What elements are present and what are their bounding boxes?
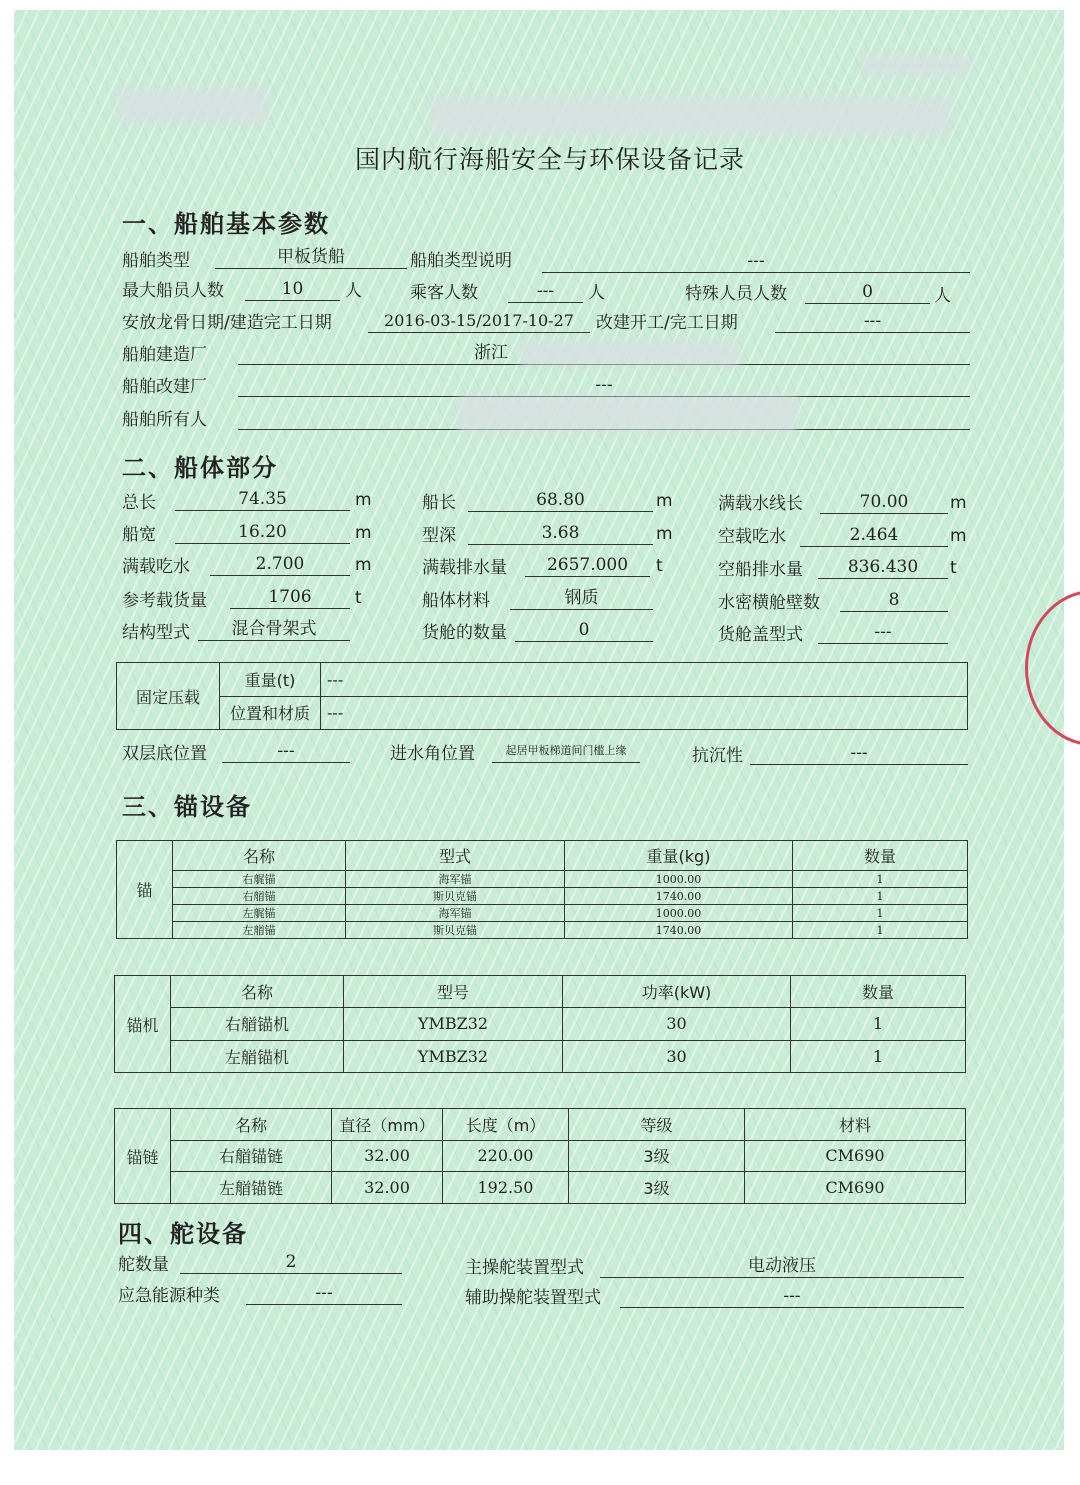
chain-header-grade: 等级: [569, 1109, 745, 1141]
section-4-title: 四、舵设备: [118, 1220, 248, 1248]
crew-unit: 人: [345, 281, 362, 301]
breadth-label: 船宽: [122, 525, 156, 545]
redacted-corner: [860, 55, 970, 77]
table-row-cell: 1: [793, 871, 968, 888]
table-row-cell: 左艏锚: [173, 922, 346, 939]
lbp-label: 船长: [422, 493, 456, 513]
emergency-label: 应急能源种类: [118, 1286, 220, 1306]
breadth-unit: m: [355, 523, 372, 543]
windlass-header-name: 名称: [171, 976, 344, 1008]
redacted-owner: [458, 396, 798, 432]
table-row-cell: 1740.00: [565, 888, 793, 905]
refitter-value: ---: [238, 374, 970, 397]
windlass-header-count: 数量: [791, 976, 966, 1008]
table-row-cell: CM690: [745, 1140, 966, 1172]
redacted-header-right: [430, 96, 950, 136]
chain-header-material: 材料: [745, 1109, 966, 1141]
cargo-unit: t: [355, 588, 362, 608]
redacted-header-left: [118, 88, 268, 124]
light-draft-value: 2.464: [800, 524, 948, 547]
chain-table: [114, 1108, 966, 1204]
section-3-title: 三、锚设备: [122, 793, 252, 821]
crew-value: 10: [245, 278, 340, 301]
full-disp-value: 2657.000: [525, 554, 650, 577]
anchor-group-label: 锚: [117, 841, 173, 939]
depth-value: 3.68: [468, 522, 653, 545]
table-row-cell: YMBZ32: [344, 1008, 563, 1040]
full-draft-label: 满载吃水: [122, 557, 190, 577]
builder-text: 浙江: [474, 343, 508, 363]
struct-label: 结构型式: [122, 623, 190, 643]
cargo-value: 1706: [230, 586, 350, 609]
lbp-value: 68.80: [468, 489, 653, 512]
table-row-cell: 右艏锚: [173, 888, 346, 905]
windlass-group-label: 锚机: [115, 976, 171, 1073]
ballast-weight-label: 重量(t): [220, 663, 321, 697]
refit-label: 改建开工/完工日期: [596, 313, 738, 333]
loa-value: 74.35: [175, 488, 350, 511]
ship-type-value: 甲板货船: [215, 246, 407, 269]
struct-value: 混合骨架式: [198, 618, 350, 641]
aux-steer-label: 辅助操舵装置型式: [465, 1288, 601, 1308]
table-row-cell: CM690: [745, 1172, 966, 1204]
ballast-group-label: 固定压载: [117, 663, 220, 730]
table-row-cell: 192.50: [443, 1172, 569, 1204]
light-disp-label: 空船排水量: [718, 560, 803, 580]
loa-label: 总长: [122, 493, 156, 513]
emergency-value: ---: [246, 1282, 402, 1305]
hull-mat-label: 船体材料: [422, 591, 490, 611]
main-steer-value: 电动液压: [600, 1255, 964, 1278]
lwl-unit: m: [950, 493, 967, 513]
ballast-pos-label: 位置和材质: [220, 696, 321, 730]
owner-label: 船舶所有人: [122, 410, 207, 430]
table-row-cell: 左艏锚机: [171, 1040, 344, 1072]
refit-value: ---: [775, 310, 970, 333]
table-row-cell: 1: [791, 1040, 966, 1072]
redacted-builder: [520, 340, 740, 366]
light-draft-unit: m: [950, 526, 967, 546]
table-row-cell: 左艏锚链: [171, 1172, 332, 1204]
table-row-cell: 左艉锚: [173, 905, 346, 922]
dates-value: 2016-03-15/2017-10-27: [368, 310, 590, 333]
double-bottom-value: ---: [222, 740, 350, 763]
anchor-header-weight: 重量(kg): [565, 841, 793, 871]
double-bottom-label: 双层底位置: [122, 744, 207, 764]
ballast-pos-value: ---: [321, 696, 968, 730]
passenger-label: 乘客人数: [410, 283, 478, 303]
builder-label: 船舶建造厂: [122, 345, 207, 365]
ship-type-desc-value: ---: [542, 250, 970, 273]
special-unit: 人: [934, 286, 951, 306]
special-label: 特殊人员人数: [685, 284, 787, 304]
rudder-count-label: 舵数量: [118, 1255, 169, 1275]
hull-mat-value: 钢质: [510, 587, 653, 610]
refitter-label: 船舶改建厂: [122, 377, 207, 397]
full-draft-value: 2.700: [210, 553, 350, 576]
section-2-title: 二、船体部分: [122, 454, 278, 482]
full-disp-label: 满载排水量: [422, 558, 507, 578]
chain-group-label: 锚链: [115, 1109, 171, 1204]
passenger-value: ---: [508, 280, 583, 303]
section-1-title: 一、船舶基本参数: [122, 210, 330, 238]
table-row-cell: 海军锚: [346, 871, 565, 888]
anchor-header-count: 数量: [793, 841, 968, 871]
windlass-header-model: 型号: [344, 976, 563, 1008]
ballast-table: [116, 662, 968, 730]
windlass-header-power: 功率(kW): [563, 976, 791, 1008]
chain-header-length: 长度（m）: [443, 1109, 569, 1141]
table-row-cell: 220.00: [443, 1140, 569, 1172]
anchor-table: [116, 840, 968, 939]
hatch-value: ---: [818, 621, 948, 644]
special-value: 0: [805, 281, 930, 304]
crew-label: 最大船员人数: [122, 281, 224, 301]
table-row-cell: 1: [793, 905, 968, 922]
breadth-value: 16.20: [175, 521, 350, 544]
table-row-cell: 30: [563, 1040, 791, 1072]
table-row-cell: 32.00: [332, 1140, 443, 1172]
hold-count-value: 0: [515, 619, 653, 642]
ship-type-label: 船舶类型: [122, 251, 190, 271]
main-steer-label: 主操舵装置型式: [465, 1258, 584, 1278]
flood-label: 进水角位置: [390, 744, 475, 764]
dates-label: 安放龙骨日期/建造完工日期: [122, 313, 332, 333]
unsink-value: ---: [750, 742, 968, 765]
table-row-cell: 1: [793, 888, 968, 905]
ballast-weight-value: ---: [321, 663, 968, 697]
bulkhead-value: 8: [840, 589, 948, 612]
unsink-label: 抗沉性: [692, 746, 743, 766]
lwl-value: 70.00: [820, 491, 948, 514]
depth-label: 型深: [422, 526, 456, 546]
full-draft-unit: m: [355, 555, 372, 575]
table-row-cell: 海军锚: [346, 905, 565, 922]
hold-count-label: 货舱的数量: [422, 623, 507, 643]
anchor-header-name: 名称: [173, 841, 346, 871]
passenger-unit: 人: [588, 283, 605, 303]
lbp-unit: m: [656, 491, 673, 511]
light-disp-unit: t: [950, 558, 957, 578]
table-row-cell: 30: [563, 1008, 791, 1040]
aux-steer-value: ---: [620, 1285, 964, 1308]
table-row-cell: 右艏锚链: [171, 1140, 332, 1172]
anchor-header-type: 型式: [346, 841, 565, 871]
table-row-cell: 右艏锚机: [171, 1008, 344, 1040]
table-row-cell: 1740.00: [565, 922, 793, 939]
table-row-cell: 1: [793, 922, 968, 939]
chain-header-name: 名称: [171, 1109, 332, 1141]
table-row-cell: 右艉锚: [173, 871, 346, 888]
table-row-cell: 斯贝克锚: [346, 922, 565, 939]
table-row-cell: 1: [791, 1008, 966, 1040]
flood-value: 起居甲板梯道间门槛上缘: [492, 740, 640, 763]
document-title: 国内航行海船安全与环保设备记录: [355, 145, 746, 174]
table-row-cell: YMBZ32: [344, 1040, 563, 1072]
table-row-cell: 32.00: [332, 1172, 443, 1204]
chain-header-diameter: 直径（mm）: [332, 1109, 443, 1141]
full-disp-unit: t: [656, 556, 663, 576]
lwl-label: 满载水线长: [718, 494, 803, 514]
depth-unit: m: [656, 524, 673, 544]
table-row-cell: 1000.00: [565, 905, 793, 922]
light-disp-value: 836.430: [818, 556, 948, 579]
hatch-label: 货舱盖型式: [718, 625, 803, 645]
light-draft-label: 空载吃水: [718, 527, 786, 547]
windlass-table: [114, 975, 966, 1073]
rudder-count-value: 2: [180, 1251, 402, 1274]
table-row-cell: 3级: [569, 1140, 745, 1172]
loa-unit: m: [355, 490, 372, 510]
table-row-cell: 斯贝克锚: [346, 888, 565, 905]
cargo-label: 参考载货量: [122, 591, 207, 611]
bulkhead-label: 水密横舱壁数: [718, 593, 820, 613]
table-row-cell: 1000.00: [565, 871, 793, 888]
ship-type-desc-label: 船舶类型说明: [410, 251, 512, 271]
table-row-cell: 3级: [569, 1172, 745, 1204]
